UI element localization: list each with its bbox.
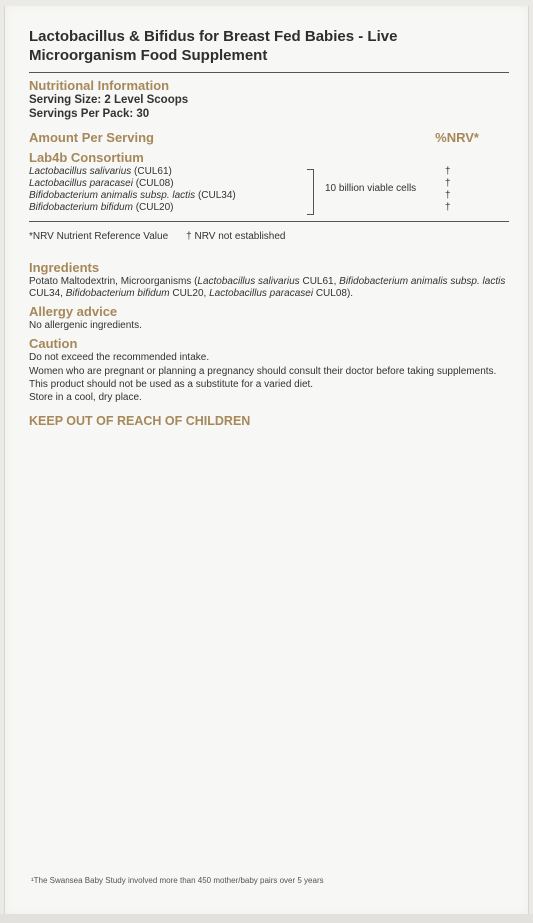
nutrition-heading: Nutritional Information [29,78,170,93]
product-title: Lactobacillus & Bifidus for Breast Fed Babies - Live Microorganism Food Supplement [29,28,398,64]
amount-row [29,130,509,145]
footnote-dagger: † NRV not established [186,231,286,242]
title-divider [29,72,509,73]
label-content [29,27,509,428]
dagger-mark: † [445,166,451,177]
caution-heading: Caution [29,336,78,351]
nrv-header: %NRV* [435,130,479,145]
strain-item: Lactobacillus salivarius (CUL61) [29,166,172,177]
table-divider [29,221,509,222]
footnotes [29,231,509,242]
nrv-daggers [445,166,451,212]
dagger-mark: † [445,202,451,213]
caution-line: Do not exceed the recommended intake. [29,352,210,363]
study-footnote: ¹The Swansea Baby Study involved more than 450 mother/baby pairs over 5 years [31,876,324,885]
allergy-heading: Allergy advice [29,304,118,319]
bottom-edge [0,914,533,923]
dagger-mark: † [445,178,451,189]
strain-item: Bifidobacterium bifidum (CUL20) [29,202,174,213]
dagger-mark: † [445,190,451,201]
label-panel [4,6,529,914]
caution-line: This product should not be used as a substitute for a varied diet. [29,379,314,390]
strain-list [29,166,299,214]
consortium-heading: Lab4b Consortium [29,150,144,165]
strain-item: Bifidobacterium animalis subsp. lactis (CUL34) [29,190,236,201]
bracket [307,169,314,215]
ingredients-text: Potato Maltodextrin, Microorganisms (Lactobacillus salivarius CUL61, Bifidobacterium animalis subsp. lactis CUL34, Bifidobacterium bifidum CUL20, Lactobacillus paracasei CUL08). [29,276,506,299]
strains-table [29,166,509,215]
allergy-text: No allergenic ingredients. [29,320,142,331]
amount-per-serving: Amount Per Serving [29,130,154,145]
caution-line: Store in a cool, dry place. [29,392,142,403]
footnote-nrv: *NRV Nutrient Reference Value [29,231,169,242]
servings-per-pack: Servings Per Pack: 30 [29,108,150,120]
ingredients-heading: Ingredients [29,260,100,275]
viable-cells: 10 billion viable cells [325,183,417,194]
keep-out-warning: KEEP OUT OF REACH OF CHILDREN [29,414,251,428]
serving-size: Serving Size: 2 Level Scoops [29,94,189,106]
caution-line: Women who are pregnant or planning a pregnancy should consult their doctor before taking supplements. [29,366,497,377]
strain-item: Lactobacillus paracasei (CUL08) [29,178,174,189]
